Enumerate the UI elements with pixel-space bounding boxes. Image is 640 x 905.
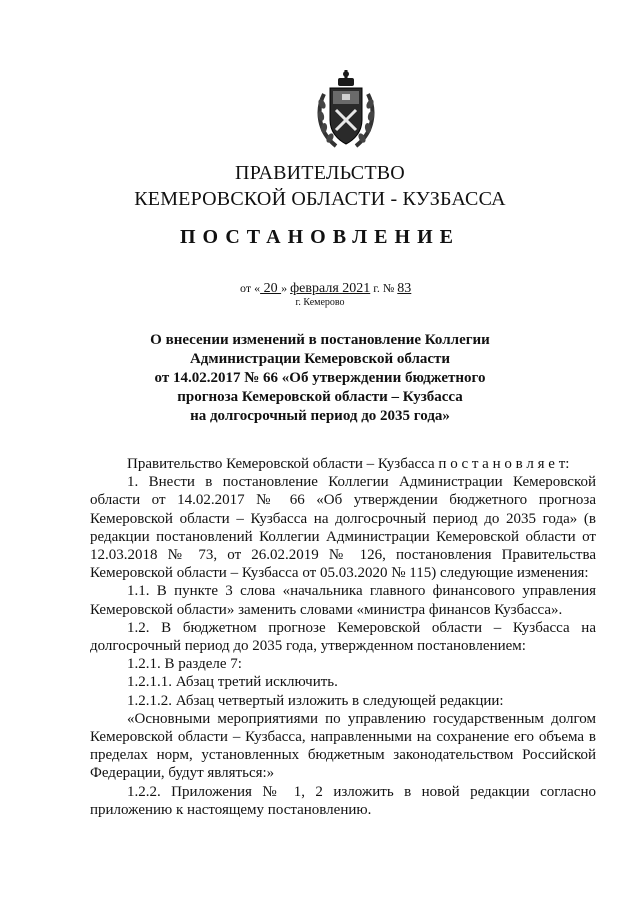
- city-label: г. Кемерово: [295, 297, 345, 308]
- decree-number: 83: [397, 281, 412, 296]
- date-suffix: г. №: [370, 281, 398, 295]
- heading-line: на долгосрочный период до 2035 года»: [190, 408, 450, 424]
- paragraph-1: 1. Внести в постановление Коллегии Администрации Кемеровской области от 14.02.2017 № 66 «Об утверждении бюджетного прогноза Кемеровской области – Кузбасса на долгосрочный период до 2035 года» (в редакции постановлений Коллегии Администрации Кемеровской области от 12.03.2018 № 73, от 26.02.2019 № 126, постановления Правительства Кемеровской области – Кузбасса от 05.03.2020 № 115) следующие изменения:: [90, 474, 596, 582]
- heading-line: Администрации Кемеровской области: [189, 351, 451, 367]
- quoted-paragraph: «Основными мероприятиями по управлению государственным долгом Кемеровской области – Кузбасса, направленными на сохранение его объема в пределах норм, установленных бюджетным законодательством Российской Федерации, будут являться:»: [90, 710, 596, 782]
- heading-line: прогноза Кемеровской области – Кузбасса: [177, 389, 463, 405]
- paragraph-1-2-1: 1.2.1. В разделе 7:: [127, 656, 242, 673]
- paragraph-1-2-2: 1.2.2. Приложения № 1, 2 изложить в новой редакции согласно приложению к настоящему постановлению.: [90, 783, 596, 818]
- decree-heading: [0, 331, 640, 426]
- date-day: 20: [260, 281, 282, 296]
- paragraph-1-2-1-1: 1.2.1.1. Абзац третий исключить.: [127, 674, 338, 691]
- heading-line: от 14.02.2017 № 66 «Об утверждении бюджетного: [154, 370, 486, 386]
- paragraph-1-2: 1.2. В бюджетном прогнозе Кемеровской области – Кузбасса на долгосрочный период до 2035 года, утвержденном постановлением:: [90, 619, 596, 655]
- coat-of-arms-emblem: [314, 70, 378, 152]
- document-type-title: ПОСТАНОВЛЕНИЕ: [180, 226, 460, 248]
- intro-paragraph: Правительство Кемеровской области – Кузбасса п о с т а н о в л я е т:: [127, 456, 570, 472]
- government-title-line1: ПРАВИТЕЛЬСТВО: [235, 162, 405, 184]
- date-prefix: от «: [240, 281, 261, 295]
- paragraph-1-2-1-2: 1.2.1.2. Абзац четвертый изложить в следующей редакции:: [127, 692, 504, 709]
- date-number-line: [240, 281, 460, 297]
- date-mid: »: [281, 281, 291, 295]
- heading-line: О внесении изменений в постановление Коллегии: [150, 332, 490, 348]
- government-title-line2: КЕМЕРОВСКОЙ ОБЛАСТИ - КУЗБАССА: [134, 188, 506, 210]
- date-month-year: февраля 2021: [290, 281, 371, 296]
- paragraph-1-1: 1.1. В пункте 3 слова «начальника главного финансового управления Кемеровской области» заменить словами «министра финансов Кузбасса».: [90, 583, 596, 618]
- decree-body: [90, 455, 596, 819]
